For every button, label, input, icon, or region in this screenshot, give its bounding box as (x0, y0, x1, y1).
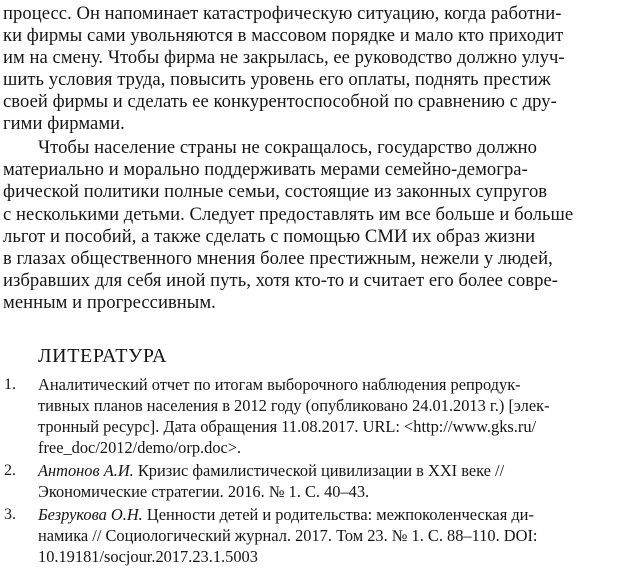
reference-line: тронный ресурс]. Дата обращения 11.08.2017. URL: <http://www.gks.ru/ (38, 417, 537, 436)
reference-author: Антонов А.И. (38, 461, 134, 480)
reference-line (38, 461, 620, 481)
body-line: своей фирмы и сделать ее конкурентоспособной по сравнению с дру- (3, 91, 557, 112)
references-heading: ЛИТЕРАТУРА (38, 345, 168, 367)
reference-line (38, 505, 620, 525)
body-line: гими фирмами. (3, 113, 125, 134)
body-line: Чтобы население страны не сокращалось, государство должно (38, 137, 537, 158)
reference-line: тивных планов населения в 2012 году (опубликовано 24.01.2013 г.) [элек- (38, 396, 550, 415)
reference-number: 3. (4, 506, 16, 523)
reference-author: Безрукова О.Н. (38, 505, 143, 524)
body-line: менным и прогрессивным. (3, 292, 216, 313)
reference-line: 10.19181/socjour.2017.23.1.5003 (38, 547, 258, 566)
body-line: материально и морально поддерживать мерами семейно-демогра- (3, 159, 528, 180)
reference-number: 2. (4, 462, 16, 479)
reference-number: 1. (4, 376, 16, 393)
body-line: в глазах общественного мнения более престижным, нежели у людей, (3, 248, 553, 269)
reference-text: Кризис фамилистической цивилизации в XXI веке // (133, 461, 505, 480)
reference-line: намика // Социологический журнал. 2017. Том 23. № 1. С. 88–110. DOI: (38, 526, 538, 545)
body-line: льгот и пособий, а также сделать с помощью СМИ их образ жизни (3, 226, 536, 247)
body-line: ки фирмы сами увольняются в массовом порядке и мало кто приходит (3, 25, 564, 46)
reference-text: Ценности детей и родительства: межпоколенческая ди- (142, 505, 534, 524)
body-line: процесс. Он напоминает катастрофическую ситуацию, когда работни- (3, 3, 562, 24)
body-line: с несколькими детьми. Следует предоставлять им все больше и больше (3, 204, 574, 225)
reference-line: Экономические стратегии. 2016. № 1. С. 40–43. (38, 482, 370, 501)
body-line: шить условия труда, повысить уровень его оплаты, поднять престиж (3, 69, 551, 90)
body-line: фической политики полные семьи, состоящие из законных супругов (3, 181, 548, 202)
reference-line: Аналитический отчет по итогам выборочного наблюдения репродук- (38, 375, 521, 394)
body-line: избравших для себя иной путь, хотя кто-то и считает его более совре- (3, 270, 559, 291)
reference-line: free_doc/2012/demo/orp.doc>. (38, 438, 242, 457)
body-line: им на смену. Чтобы фирма не закрылась, ее руководство должно улуч- (3, 47, 565, 68)
